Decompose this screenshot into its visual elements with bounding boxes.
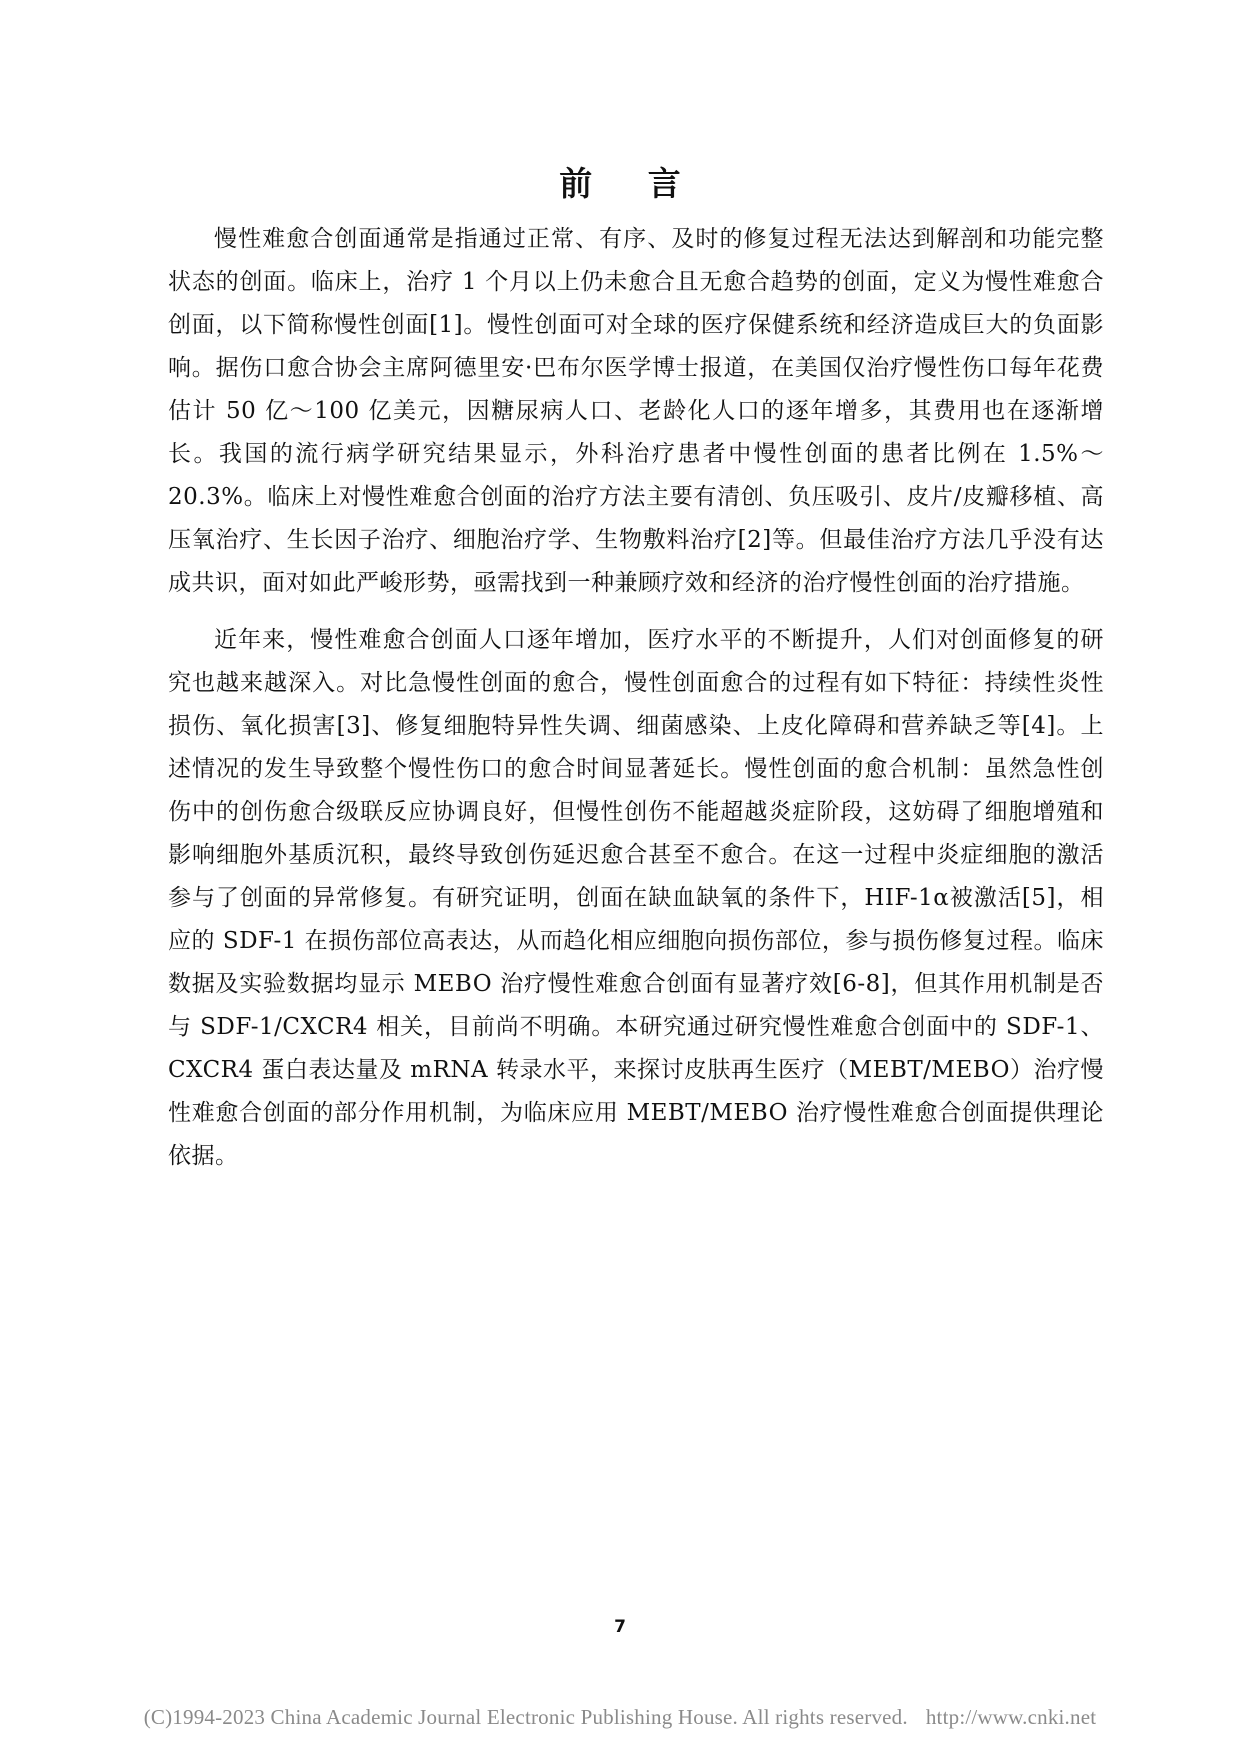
page-title: 前 言 bbox=[559, 164, 703, 203]
footer bbox=[0, 1705, 1240, 1730]
page-number: 7 bbox=[614, 1617, 626, 1637]
footer-copyright: (C)1994-2023 China Academic Journal Electronic Publishing House. All rights reserved. bbox=[143, 1705, 908, 1729]
body-text bbox=[168, 218, 1104, 1192]
paragraph-1: 慢性难愈合创面通常是指通过正常、有序、及时的修复过程无法达到解剖和功能完整状态的创面。临床上，治疗 1 个月以上仍未愈合且无愈合趋势的创面，定义为慢性难愈合创面，以下简称慢性创面[1]。慢性创面可对全球的医疗保健系统和经济造成巨大的负面影响。据伤口愈合协会主席阿德里安·巴布尔医学博士报道，在美国仅治疗慢性伤口每年花费估计 50 亿～100 亿美元，因糖尿病人口、老龄化人口的逐年增多，其费用也在逐渐增长。我国的流行病学研究结果显示，外科治疗患者中慢性创面的患者比例在 1.5%～20.3%。临床上对慢性难愈合创面的治疗方法主要有清创、负压吸引、皮片/皮瓣移植、高压氧治疗、生长因子治疗、细胞治疗学、生物敷料治疗[2]等。但最佳治疗方法几乎没有达成共识，面对如此严峻形势，亟需找到一种兼顾疗效和经济的治疗慢性创面的治疗措施。 bbox=[168, 226, 1104, 596]
footer-url: http://www.cnki.net bbox=[925, 1705, 1097, 1729]
paragraph-2: 近年来，慢性难愈合创面人口逐年增加，医疗水平的不断提升，人们对创面修复的研究也越来越深入。对比急慢性创面的愈合，慢性创面愈合的过程有如下特征：持续性炎性损伤、氧化损害[3]、修复细胞特异性失调、细菌感染、上皮化障碍和营养缺乏等[4]。上述情况的发生导致整个慢性伤口的愈合时间显著延长。慢性创面的愈合机制：虽然急性创伤中的创伤愈合级联反应协调良好，但慢性创伤不能超越炎症阶段，这妨碍了细胞增殖和影响细胞外基质沉积，最终导致创伤延迟愈合甚至不愈合。在这一过程中炎症细胞的激活参与了创面的异常修复。有研究证明，创面在缺血缺氧的条件下，HIF-1α被激活[5]，相应的 SDF-1 在损伤部位高表达，从而趋化相应细胞向损伤部位，参与损伤修复过程。临床数据及实验数据均显示 MEBO 治疗慢性难愈合创面有显著疗效[6-8]，但其作用机制是否与 SDF-1/CXCR4 相关，目前尚不明确。本研究通过研究慢性难愈合创面中的 SDF-1、CXCR4 蛋白表达量及 mRNA 转录水平，来探讨皮肤再生医疗（MEBT/MEBO）治疗慢性难愈合创面的部分作用机制，为临床应用 MEBT/MEBO 治疗慢性难愈合创面提供理论依据。 bbox=[168, 627, 1104, 1169]
